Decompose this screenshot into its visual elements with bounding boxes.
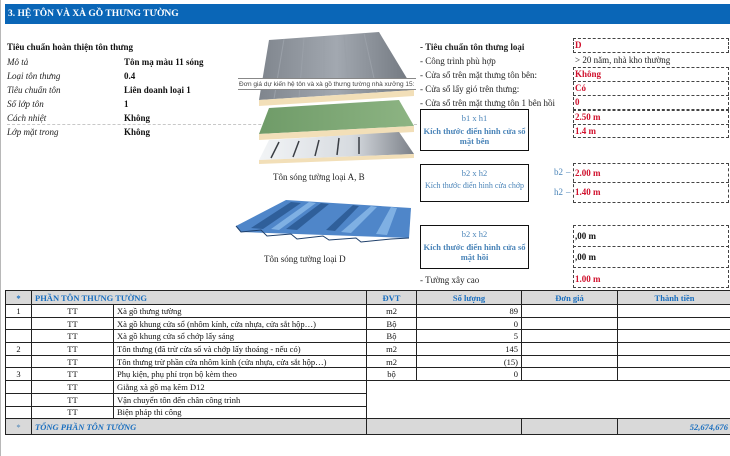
gable-window-height[interactable]: ,00 m: [575, 252, 596, 262]
cell-unit[interactable]: m2: [367, 343, 417, 356]
right-label-gable-window[interactable]: - Cửa sổ trên mặt thưng tôn 1 bên hồi: [420, 98, 555, 108]
dashed-divider: [573, 246, 729, 247]
cell-code[interactable]: TT: [32, 381, 114, 394]
cell-desc[interactable]: Phụ kiện, phụ phí trọn bộ kèm theo: [114, 368, 367, 381]
cell-amount[interactable]: [618, 317, 730, 330]
spec-row-layers: [7, 97, 237, 111]
spec-value[interactable]: Tôn mạ màu 11 sóng: [124, 57, 204, 67]
dashed-divider: [573, 267, 729, 268]
spec-value[interactable]: Liên doanh loại 1: [124, 85, 191, 95]
gable-window-size-box[interactable]: [420, 225, 529, 269]
right-label-suitable-for[interactable]: - Công trình phù hợp: [420, 56, 496, 66]
dashed-divider: [573, 182, 729, 183]
dimension-tick: –: [566, 187, 571, 197]
cell-unit[interactable]: Bộ: [367, 317, 417, 330]
dims-description: Kích thước điển hình cửa sổ mặt bên: [423, 126, 526, 146]
cell-no[interactable]: [6, 317, 32, 330]
wall-height-value[interactable]: 1.00 m: [575, 274, 601, 284]
cell-no[interactable]: [6, 330, 32, 343]
cell-code[interactable]: TT: [32, 406, 114, 419]
spec-label[interactable]: Cách nhiệt: [7, 113, 47, 123]
total-star[interactable]: *: [6, 419, 32, 435]
cell-qty[interactable]: 0: [417, 368, 522, 381]
cell-amount[interactable]: [618, 355, 730, 368]
spec-value[interactable]: Không: [124, 113, 151, 123]
merged-empty-cell[interactable]: [367, 381, 730, 419]
section-title[interactable]: 3. HỆ TÔN VÀ XÀ GỒ THƯNG TƯỜNG: [5, 4, 730, 24]
louver-width[interactable]: 2.00 m: [575, 168, 601, 178]
table-header-row: [6, 291, 730, 305]
cell-no[interactable]: 2: [6, 343, 32, 356]
cell-amount[interactable]: [618, 330, 730, 343]
table-row: [6, 381, 730, 394]
cell-no[interactable]: [6, 406, 32, 419]
cell-desc[interactable]: Giằng xà gồ mạ kẽm D12: [114, 381, 367, 394]
cell-price[interactable]: [522, 343, 618, 356]
cell-code[interactable]: TT: [32, 330, 114, 343]
total-label[interactable]: TỔNG PHẦN TÔN TƯỜNG: [32, 419, 367, 435]
header-unit[interactable]: ĐVT: [367, 291, 417, 305]
spec-value[interactable]: 0.4: [124, 71, 136, 81]
louver-height[interactable]: 1.40 m: [575, 187, 601, 197]
dims-description: Kích thước điển hình cửa chớp: [424, 181, 525, 190]
cell-no[interactable]: [6, 355, 32, 368]
b2-label: b2: [554, 167, 563, 177]
specs-heading[interactable]: Tiêu chuẩn hoàn thiện tôn thưng: [7, 42, 134, 52]
cell-unit[interactable]: Bộ: [367, 330, 417, 343]
spec-label[interactable]: Tiêu chuẩn tôn: [7, 85, 61, 95]
cell-qty[interactable]: 5: [417, 330, 522, 343]
dimension-tick: –: [566, 167, 571, 177]
side-window-size-box[interactable]: [420, 109, 529, 151]
cell-code[interactable]: TT: [32, 393, 114, 406]
cell-qty[interactable]: 145: [417, 343, 522, 356]
table-row: [6, 368, 730, 381]
cell-price[interactable]: [522, 368, 618, 381]
table-row: [6, 317, 730, 330]
spec-row-sheet-type: [7, 69, 237, 83]
gable-window-width[interactable]: ,00 m: [575, 231, 596, 241]
cell-desc[interactable]: Biện pháp thi công: [114, 406, 367, 419]
dims-label: b2 x h2: [461, 229, 488, 239]
spec-value[interactable]: Không: [124, 127, 151, 137]
cell-amount[interactable]: [618, 343, 730, 356]
total-empty-cell[interactable]: [367, 419, 522, 435]
spec-value[interactable]: 1: [124, 99, 129, 109]
suitable-for-value[interactable]: > 20 năm, nhà kho thường: [575, 55, 671, 65]
side-window-height[interactable]: 1.4 m: [575, 126, 596, 136]
header-star[interactable]: *: [6, 291, 32, 305]
spec-label[interactable]: Lớp mặt trong: [7, 127, 59, 137]
spec-row-standard: [7, 83, 237, 97]
spec-row-description: [7, 55, 237, 69]
cell-code[interactable]: TT: [32, 368, 114, 381]
h2-label: h2: [554, 187, 563, 197]
table-row: [6, 305, 730, 318]
wall-height-label[interactable]: - Tường xây cao: [420, 275, 480, 285]
sheet-standard-value[interactable]: D: [575, 40, 582, 50]
cell-no[interactable]: 3: [6, 368, 32, 381]
cell-code[interactable]: TT: [32, 305, 114, 318]
table-row: [6, 355, 730, 368]
table-row: [6, 330, 730, 343]
spec-label[interactable]: Số lớp tôn: [7, 99, 44, 109]
header-quantity[interactable]: Số lượng: [417, 291, 522, 305]
header-section[interactable]: PHẦN TÔN THƯNG TƯỜNG: [32, 291, 367, 305]
cell-amount[interactable]: [618, 368, 730, 381]
caption-type-ab[interactable]: Tôn sóng tường loại A, B: [273, 172, 365, 182]
table-row: [6, 343, 730, 356]
right-label-vent-window[interactable]: - Cửa sổ lấy gió trên thưng:: [420, 84, 520, 94]
cell-no[interactable]: [6, 393, 32, 406]
cell-qty[interactable]: (15): [417, 355, 522, 368]
vent-window-value[interactable]: Có: [575, 83, 586, 93]
cell-no[interactable]: 1: [6, 305, 32, 318]
cell-desc[interactable]: Tôn thưng trừ phần cửa nhôm kính (cửa nhựa, cửa sắt hộp…): [114, 355, 367, 368]
cell-unit[interactable]: m2: [367, 355, 417, 368]
spec-label[interactable]: Loại tôn thưng: [7, 71, 61, 81]
cell-amount[interactable]: [618, 305, 730, 318]
total-row: [6, 419, 730, 435]
cell-qty[interactable]: 89: [417, 305, 522, 318]
cell-unit[interactable]: m2: [367, 305, 417, 318]
cell-price[interactable]: [522, 330, 618, 343]
cell-unit[interactable]: bộ: [367, 368, 417, 381]
spec-label[interactable]: Mô tả: [7, 57, 29, 67]
cell-no[interactable]: [6, 381, 32, 394]
cell-price[interactable]: [522, 305, 618, 318]
cell-desc[interactable]: Tôn thưng (đã trừ cửa sổ và chớp lấy thoáng - nếu có): [114, 343, 367, 356]
cell-code[interactable]: TT: [32, 355, 114, 368]
cost-table: [5, 290, 730, 435]
sandwich-panel-image: [249, 30, 419, 165]
dims-description: Kích thước điển hình cửa sổ mặt hồi: [423, 242, 526, 262]
header-unit-price[interactable]: Đơn giá: [522, 291, 618, 305]
gable-window-value[interactable]: 0: [575, 97, 580, 107]
cell-code[interactable]: TT: [32, 317, 114, 330]
right-label-sheet-standard[interactable]: - Tiêu chuẩn tôn thưng loại: [420, 42, 525, 52]
cell-code[interactable]: TT: [32, 343, 114, 356]
total-value[interactable]: 52,674,676: [618, 419, 730, 435]
side-window-width[interactable]: 2.50 m: [575, 112, 601, 122]
cell-desc[interactable]: Xà gồ khung cửa sổ (nhôm kính, cửa nhựa, cửa sắt hộp…): [114, 317, 367, 330]
cell-price[interactable]: [522, 317, 618, 330]
right-label-side-window[interactable]: - Cửa sổ trên mặt thưng tôn bên:: [420, 70, 537, 80]
cell-qty[interactable]: 0: [417, 317, 522, 330]
dims-label: b2 x h2: [461, 168, 488, 178]
cell-desc[interactable]: Xà gồ khung cửa sổ chớp lấy sáng: [114, 330, 367, 343]
total-empty-cell[interactable]: [522, 419, 618, 435]
header-amount[interactable]: Thành tiền: [618, 291, 730, 305]
dims-label: b1 x h1: [461, 113, 488, 123]
cell-price[interactable]: [522, 355, 618, 368]
side-window-value[interactable]: Không: [575, 69, 602, 79]
caption-type-d[interactable]: Tôn sóng tường loại D: [264, 254, 346, 264]
louver-size-box[interactable]: [420, 164, 529, 202]
spec-row-insulation: [7, 111, 237, 125]
corrugated-sheet-image: [231, 198, 416, 243]
image-tooltip: Đơn giá dự kiến hệ tôn và xà gồ thưng tường nhà xưởng 15:: [238, 78, 416, 90]
cell-desc[interactable]: Xà gồ thưng tường: [114, 305, 367, 318]
spec-row-inner-layer: [7, 125, 237, 139]
cell-desc[interactable]: Vận chuyển tôn đến chân công trình: [114, 393, 367, 406]
